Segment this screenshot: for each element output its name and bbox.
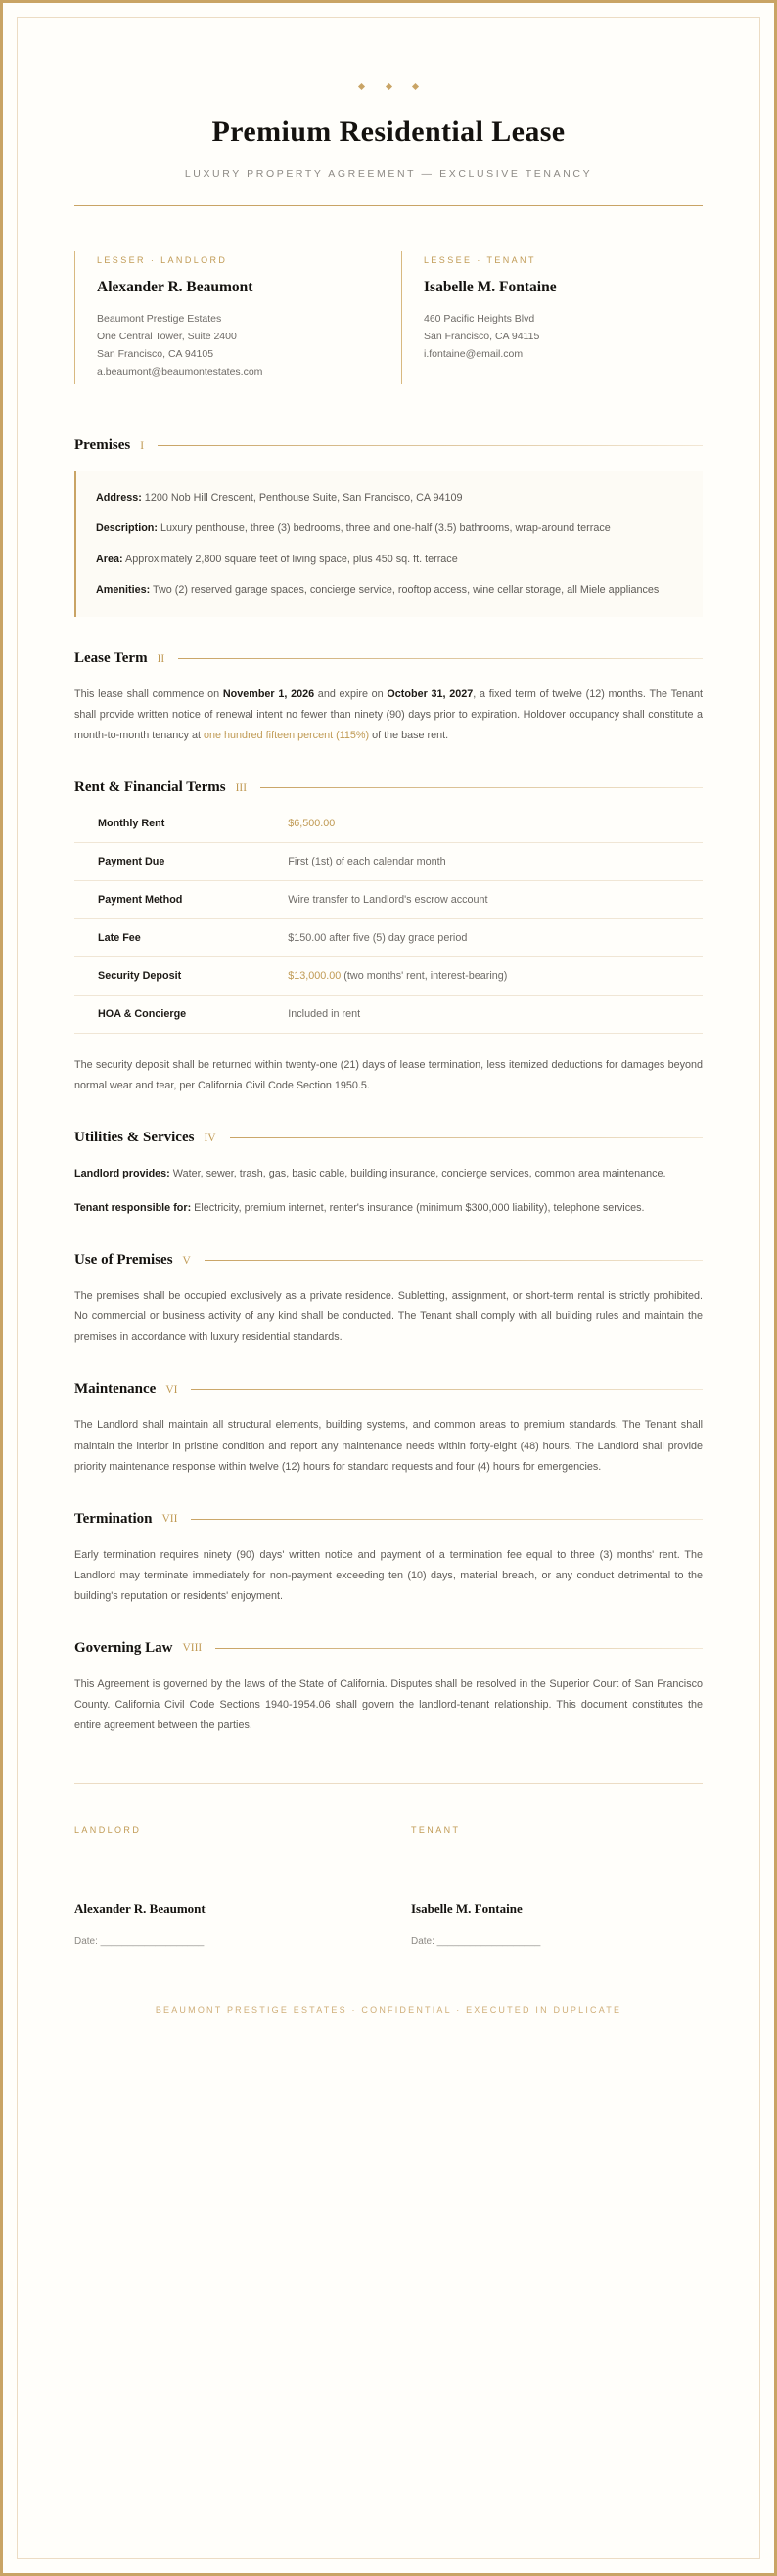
fin-label: HOA & Concierge — [98, 1008, 187, 1021]
fin-label: Payment Method — [98, 894, 183, 907]
table-row — [74, 881, 703, 919]
lease-start-date: November 1, 2026 — [222, 688, 315, 700]
section-title: Termination — [74, 1510, 153, 1527]
utilities-landlord-text: Water, sewer, trash, gas, basic cable, building insurance, concierge services, common area maintenance. — [169, 1168, 666, 1180]
section-title: Maintenance — [74, 1381, 157, 1398]
lease-text-fragment: This lease shall commence on — [74, 688, 223, 700]
signature-role-label: TENANT — [411, 1824, 461, 1835]
section-title: Use of Premises — [74, 1252, 173, 1268]
party-address-line: San Francisco, CA 94105 — [97, 348, 214, 361]
section-numeral: V — [182, 1254, 191, 1266]
fin-value — [288, 919, 703, 957]
party-name: Isabelle M. Fontaine — [424, 279, 557, 295]
section-rule — [158, 445, 703, 446]
diamond-icon — [412, 83, 419, 90]
fin-accent-value: $13,000.00 — [288, 970, 342, 983]
party-landlord — [74, 251, 376, 384]
parties-block — [74, 251, 703, 384]
section-numeral: VII — [161, 1513, 178, 1526]
section-title: Premises — [74, 437, 131, 454]
party-tenant — [401, 251, 703, 384]
premises-label: Amenities: — [96, 583, 151, 596]
party-role-label: LESSER · LANDLORD — [97, 255, 228, 265]
utilities-landlord-label: Landlord provides: — [74, 1168, 170, 1180]
fin-rest-value: Wire transfer to Landlord's escrow account — [288, 894, 488, 907]
party-address-line: 460 Pacific Heights Blvd — [424, 313, 535, 325]
section-header — [74, 437, 703, 454]
lease-end-date: October 31, 2027 — [387, 688, 474, 700]
premises-details-panel — [74, 471, 703, 617]
section-rule — [215, 1648, 703, 1649]
fin-rest-value: (two months' rent, interest-bearing) — [341, 970, 508, 983]
section-title: Governing Law — [74, 1639, 173, 1656]
fin-label: Late Fee — [98, 932, 141, 945]
fin-value — [288, 957, 703, 996]
premises-row — [96, 551, 681, 569]
section-header — [74, 1511, 703, 1528]
financial-terms-table — [74, 814, 703, 1034]
maintenance-paragraph: The Landlord shall maintain all structural elements, building systems, and common areas to premium standards. The Tenant shall maintain the interior in pristine condition and report any maintenance needs within forty-eight (48) hours. The Landlord shall provide priority maintenance response within twelve (12) hours for standard requests and four (4) hours for emergencies. — [74, 1419, 703, 1473]
premises-label: Area: — [96, 553, 123, 565]
signature-tenant — [411, 1825, 703, 1947]
section-rule — [178, 658, 703, 659]
lease-term-paragraph — [74, 685, 703, 746]
utilities-tenant-label: Tenant responsible for: — [74, 1202, 192, 1215]
fin-value — [288, 814, 703, 843]
lease-text-fragment: , a fixed term of twelve (12) months. The Tenant shall provide written notice of renewal intent no fewer than ninety (90) days prior to expiration. Holdover occupancy shall constitute a month-to-month tenancy at — [74, 688, 703, 742]
premises-value: 1200 Nob Hill Crescent, Penthouse Suite, San Francisco, CA 94109 — [141, 492, 463, 505]
signature-divider — [74, 1783, 703, 1784]
utilities-landlord-paragraph — [74, 1164, 703, 1184]
signature-name: Isabelle M. Fontaine — [411, 1900, 523, 1916]
party-email: i.fontaine@email.com — [424, 348, 524, 361]
fin-accent-value: $6,500.00 — [288, 818, 336, 830]
section-premises — [74, 437, 703, 617]
section-rent-financial — [74, 779, 703, 1096]
table-row — [74, 919, 703, 957]
document-inner-frame — [17, 17, 760, 2559]
section-rule — [205, 1260, 703, 1261]
fin-label: Monthly Rent — [98, 818, 165, 830]
fin-rest-value: First (1st) of each calendar month — [288, 856, 446, 868]
section-numeral: III — [235, 781, 248, 794]
diamond-icon — [385, 83, 391, 90]
table-row — [74, 957, 703, 996]
section-utilities — [74, 1130, 703, 1219]
section-termination — [74, 1511, 703, 1607]
section-title: Lease Term — [74, 650, 148, 666]
governing-law-paragraph: This Agreement is governed by the laws of the State of California. Disputes shall be resolved in the Superior Court of San Francisco County. California Civil Code Sections 1940-1954.06 shall govern the landlord-tenant relationship. This document constitutes the entire agreement between the parties. — [74, 1677, 703, 1731]
page-title: Premium Residential Lease — [211, 115, 566, 148]
fin-value — [288, 996, 703, 1034]
utilities-tenant-text: Electricity, premium internet, renter's insurance (minimum $300,000 liability), telephone services. — [191, 1202, 645, 1215]
fin-rest-value: $150.00 after five (5) day grace period — [288, 932, 468, 945]
premises-row — [96, 581, 681, 600]
section-header — [74, 779, 703, 796]
lease-text-fragment: of the base rent. — [369, 730, 449, 742]
section-header — [74, 1381, 703, 1398]
section-rule — [191, 1389, 703, 1390]
section-numeral: II — [157, 652, 165, 665]
fin-label: Payment Due — [98, 856, 165, 868]
table-row — [74, 843, 703, 881]
lease-text-fragment: and expire on — [314, 688, 388, 700]
section-lease-term — [74, 650, 703, 746]
table-row — [74, 814, 703, 843]
termination-paragraph: Early termination requires ninety (90) days' written notice and payment of a termination fee equal to three (3) months' rent. The Landlord may terminate immediately for non-payment exceeding ten (10) days, material breach, or any conduct detrimental to the building's reputation or residents' enjoyment. — [74, 1548, 703, 1602]
signature-role-label: LANDLORD — [74, 1824, 142, 1835]
section-numeral: VI — [165, 1383, 178, 1396]
section-header — [74, 1640, 703, 1657]
section-numeral: IV — [204, 1132, 216, 1144]
section-rule — [230, 1137, 703, 1138]
diamond-icon — [358, 83, 365, 90]
signature-block — [74, 1825, 703, 1947]
section-rule — [260, 787, 703, 788]
section-numeral: I — [140, 439, 145, 452]
section-rule — [191, 1519, 703, 1520]
section-use-of-premises — [74, 1252, 703, 1348]
document-subtitle: LUXURY PROPERTY AGREEMENT — EXCLUSIVE TENANCY — [184, 168, 593, 180]
premises-label: Address: — [96, 492, 142, 505]
signature-landlord — [74, 1825, 366, 1947]
fin-label: Security Deposit — [98, 970, 182, 983]
party-address-line: One Central Tower, Suite 2400 — [97, 331, 237, 343]
section-title: Utilities & Services — [74, 1130, 195, 1146]
party-role-label: LESSEE · TENANT — [424, 255, 536, 265]
section-header — [74, 1130, 703, 1146]
holdover-rate: one hundred fifteen percent (115%) — [204, 730, 370, 742]
premises-row — [96, 519, 681, 538]
utilities-tenant-paragraph — [74, 1198, 703, 1219]
table-row — [74, 996, 703, 1034]
document-footer: BEAUMONT PRESTIGE ESTATES · CONFIDENTIAL · EXECUTED IN DUPLICATE — [155, 2004, 622, 2015]
fin-rest-value: Included in rent — [288, 1008, 361, 1021]
party-address-line: Beaumont Prestige Estates — [97, 313, 222, 325]
section-governing-law — [74, 1640, 703, 1736]
premises-value: Approximately 2,800 square feet of living space, plus 450 sq. ft. terrace — [122, 553, 458, 565]
section-numeral: VIII — [182, 1642, 203, 1655]
party-name: Alexander R. Beaumont — [97, 279, 253, 295]
premises-label: Description: — [96, 522, 158, 535]
ornament-diamonds — [74, 76, 703, 94]
section-maintenance — [74, 1381, 703, 1477]
signature-date-field[interactable]: Date: ___________________ — [411, 1935, 541, 1947]
signature-date-field[interactable]: Date: ___________________ — [74, 1935, 205, 1947]
fin-value — [288, 843, 703, 881]
party-email: a.beaumont@beaumontestates.com — [97, 366, 263, 378]
use-of-premises-paragraph: The premises shall be occupied exclusively as a private residence. Subletting, assignment, or short-term rental is strictly prohibited. No commercial or business activity of any kind shall be conducted. The Tenant shall comply with all building rules and maintain the premises in accordance with luxury residential standards. — [74, 1290, 703, 1344]
premises-row — [96, 489, 681, 508]
security-deposit-note: The security deposit shall be returned within twenty-one (21) days of lease termination, less itemized deductions for damages beyond normal wear and tear, per California Civil Code Section 1950.5. — [74, 1059, 703, 1092]
signature-name: Alexander R. Beaumont — [74, 1900, 206, 1916]
header-divider — [74, 205, 703, 206]
fin-value — [288, 881, 703, 919]
section-title: Rent & Financial Terms — [74, 779, 226, 796]
premises-value: Two (2) reserved garage spaces, concierge service, rooftop access, wine cellar storage, all Miele appliances — [150, 583, 660, 596]
party-address-line: San Francisco, CA 94115 — [424, 331, 540, 343]
section-header — [74, 650, 703, 667]
section-header — [74, 1252, 703, 1268]
premises-value: Luxury penthouse, three (3) bedrooms, three and one-half (3.5) bathrooms, wrap-around terrace — [158, 522, 611, 535]
